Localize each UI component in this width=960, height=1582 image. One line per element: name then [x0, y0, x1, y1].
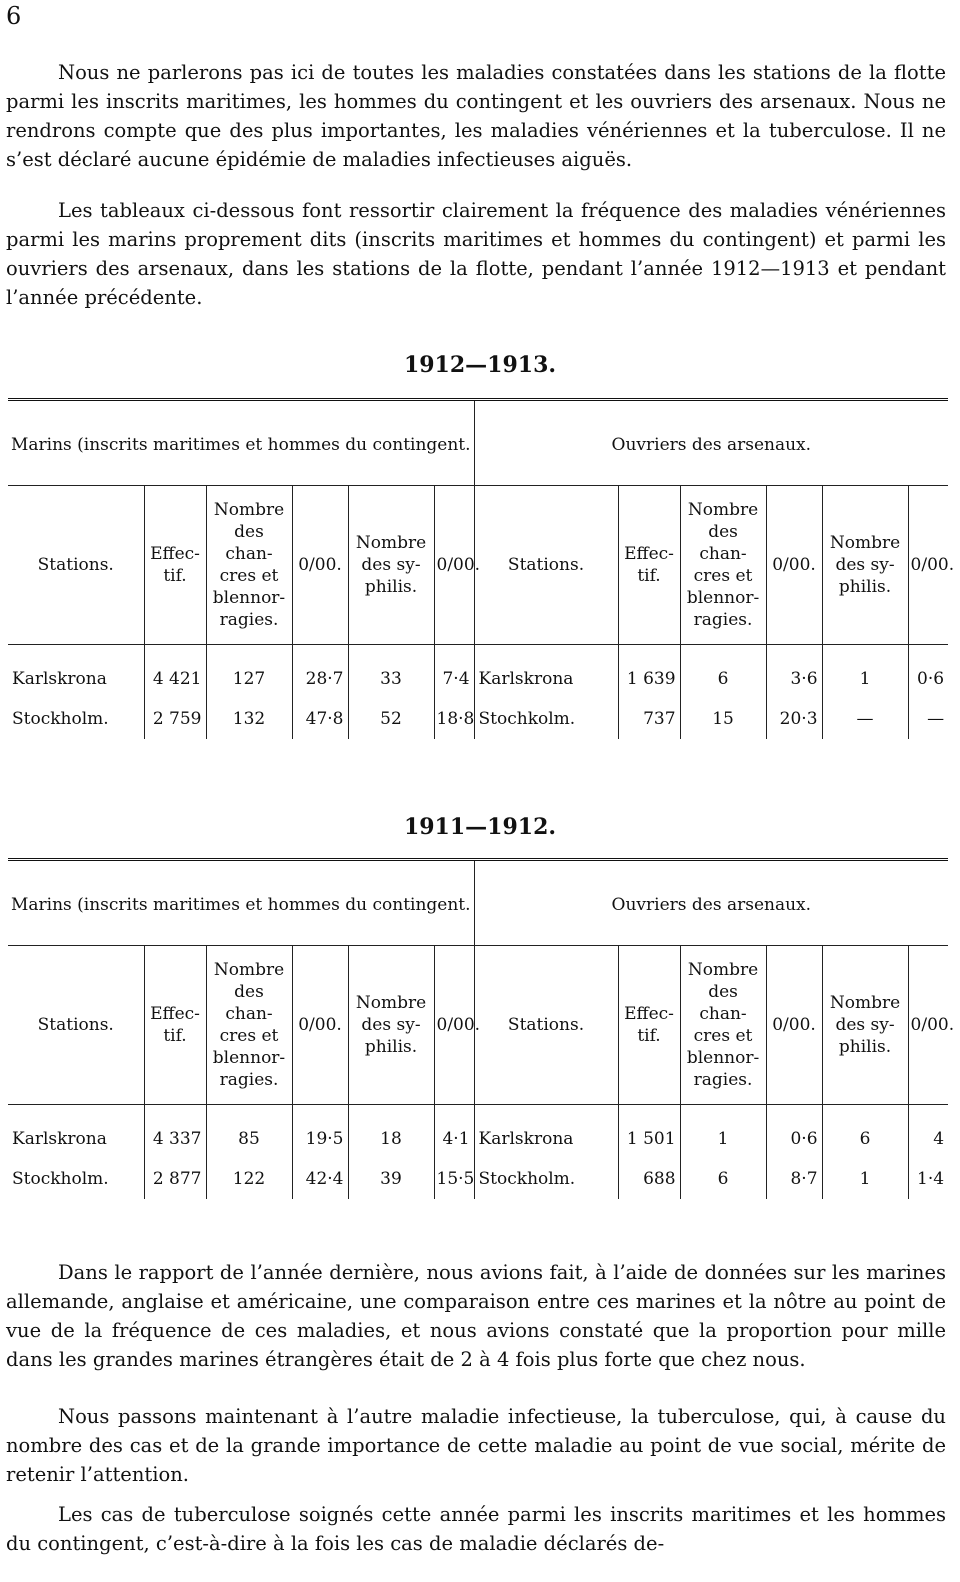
table-row: Stockholm. 2 877 122 42·4 39 15·5 Stockholm. 688 6 8·7 1 1·4	[8, 1159, 948, 1199]
col-stations: Stations.	[474, 486, 618, 645]
col-permille: 0/00.	[766, 946, 822, 1105]
col-permille: 0/00.	[766, 486, 822, 645]
table-row: Karlskrona 4 337 85 19·5 18 4·1 Karlskrona 1 501 1 0·6 6 4	[8, 1119, 948, 1159]
col-chancres: Nombre des chan-cres et blennor-ragies.	[680, 946, 766, 1105]
col-effectif: Effec-tif.	[618, 946, 680, 1105]
paragraph-intro: Nous ne parlerons pas ici de toutes les maladies constatées dans les stations de la flotte parmi les inscrits maritimes, les hommes du contingent et les ouvriers des arsenaux. Nous ne rendrons compte que des plus importantes, les maladies vénériennes et la tuberculose. Il ne s’est déclaré aucune épidémie de maladies infectieuses aiguës.	[6, 61, 946, 171]
col-effectif: Effec-tif.	[144, 486, 206, 645]
col-permille: 0/00.	[292, 946, 348, 1105]
venereal-table-1912-1913	[8, 398, 955, 739]
col-permille: 0/00.	[908, 946, 948, 1105]
col-permille: 0/00.	[908, 486, 948, 645]
col-effectif: Effec-tif.	[144, 946, 206, 1105]
col-syphilis: Nombre des sy-philis.	[348, 946, 434, 1105]
group-ouvriers: Ouvriers des arsenaux.	[474, 405, 948, 486]
col-permille: 0/00.	[292, 486, 348, 645]
table-year-heading: 1911—1912.	[403, 814, 557, 840]
paragraph-tuberculosis: Nous passons maintenant à l’autre maladie infectieuse, la tuberculose, qui, à cause du nombre des cas et de la grande importance de cette maladie au point de vue social, mérite de retenir l’attention.	[6, 1405, 946, 1486]
group-marins: Marins (inscrits maritimes et hommes du contingent.	[8, 405, 474, 486]
table-row: Stockholm. 2 759 132 47·8 52 18·8 Stochkolm. 737 15 20·3 — —	[8, 699, 948, 739]
page-number: 6	[6, 2, 22, 30]
col-permille: 0/00.	[434, 486, 474, 645]
group-ouvriers: Ouvriers des arsenaux.	[474, 865, 948, 946]
paragraph-tables-intro: Les tableaux ci-dessous font ressortir clairement la fréquence des maladies vénériennes parmi les marins proprement dits (inscrits maritimes et hommes du contingent) et parmi les ouvriers des arsenaux, dans les stations de la flotte, pendant l’année 1912—1913 et pendant l’année précédente.	[6, 199, 946, 309]
col-syphilis: Nombre des sy-philis.	[822, 946, 908, 1105]
col-syphilis: Nombre des sy-philis.	[822, 486, 908, 645]
paragraph-tuberculosis-cases: Les cas de tuberculose soignés cette année parmi les inscrits maritimes et les hommes du contingent, c’est-à-dire à la fois les cas de maladie déclarés de-	[6, 1503, 946, 1555]
col-effectif: Effec-tif.	[618, 486, 680, 645]
col-permille: 0/00.	[434, 946, 474, 1105]
table-year-heading: 1912—1913.	[403, 352, 557, 378]
col-stations: Stations.	[8, 946, 144, 1105]
col-chancres: Nombre des chan-cres et blennor-ragies.	[206, 486, 292, 645]
venereal-table-1911-1912	[8, 858, 955, 1199]
col-stations: Stations.	[8, 486, 144, 645]
group-marins: Marins (inscrits maritimes et hommes du contingent.	[8, 865, 474, 946]
paragraph-comparison: Dans le rapport de l’année dernière, nous avions fait, à l’aide de données sur les marines allemande, anglaise et américaine, une comparaison entre ces marines et la nôtre au point de vue de la fréquence de ces maladies, et nous avions constaté que la proportion pour mille dans les grandes marines étrangères était de 2 à 4 fois plus forte que chez nous.	[6, 1261, 946, 1371]
col-syphilis: Nombre des sy-philis.	[348, 486, 434, 645]
col-chancres: Nombre des chan-cres et blennor-ragies.	[680, 486, 766, 645]
table-row: Karlskrona 4 421 127 28·7 33 7·4 Karlskrona 1 639 6 3·6 1 0·6	[8, 659, 948, 699]
col-chancres: Nombre des chan-cres et blennor-ragies.	[206, 946, 292, 1105]
col-stations: Stations.	[474, 946, 618, 1105]
